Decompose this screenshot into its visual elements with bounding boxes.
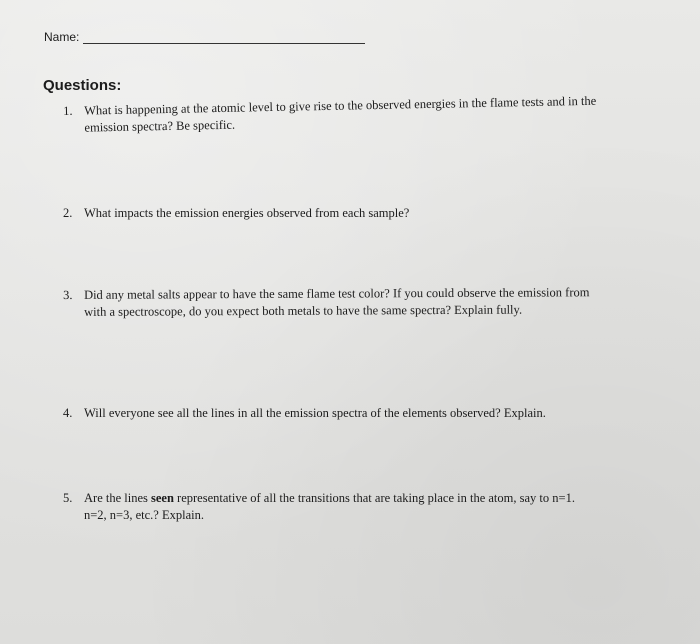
question-5 — [63, 490, 683, 524]
question-text: Will everyone see all the lines in all the emission spectra of the elements observed? Explain. — [84, 406, 546, 420]
question-number: 2. — [63, 206, 73, 220]
question-text: What impacts the emission energies observed from each sample? — [84, 206, 410, 220]
name-blank-line — [83, 32, 365, 44]
question-text: What is happening at the atomic level to give rise to the observed energies in the flame tests and in the emission spectra? Be specific. — [84, 93, 597, 135]
question-1 — [63, 91, 684, 137]
name-field — [44, 30, 365, 44]
question-number: 1. — [63, 103, 73, 118]
question-text-end: representative of all the transitions that are taking place in the atom, say to n=1. n=2, n=3, etc.? Explain. — [84, 491, 575, 522]
question-4 — [63, 405, 663, 422]
question-number: 5. — [63, 491, 73, 505]
question-text: Did any metal salts appear to have the same flame test color? If you could observe the emission from with a spectroscope, do you expect both metals to have the same spectra? Explain fully. — [84, 285, 590, 319]
question-2 — [63, 205, 663, 222]
question-text — [84, 490, 575, 524]
question-text-emphasis: seen — [151, 491, 174, 505]
question-number: 4. — [63, 406, 73, 420]
name-label: Name: — [44, 30, 80, 44]
question-text-start: Are the lines — [84, 491, 151, 505]
question-number: 3. — [63, 287, 73, 302]
questions-heading: Questions: — [43, 77, 122, 94]
question-3 — [63, 284, 673, 321]
